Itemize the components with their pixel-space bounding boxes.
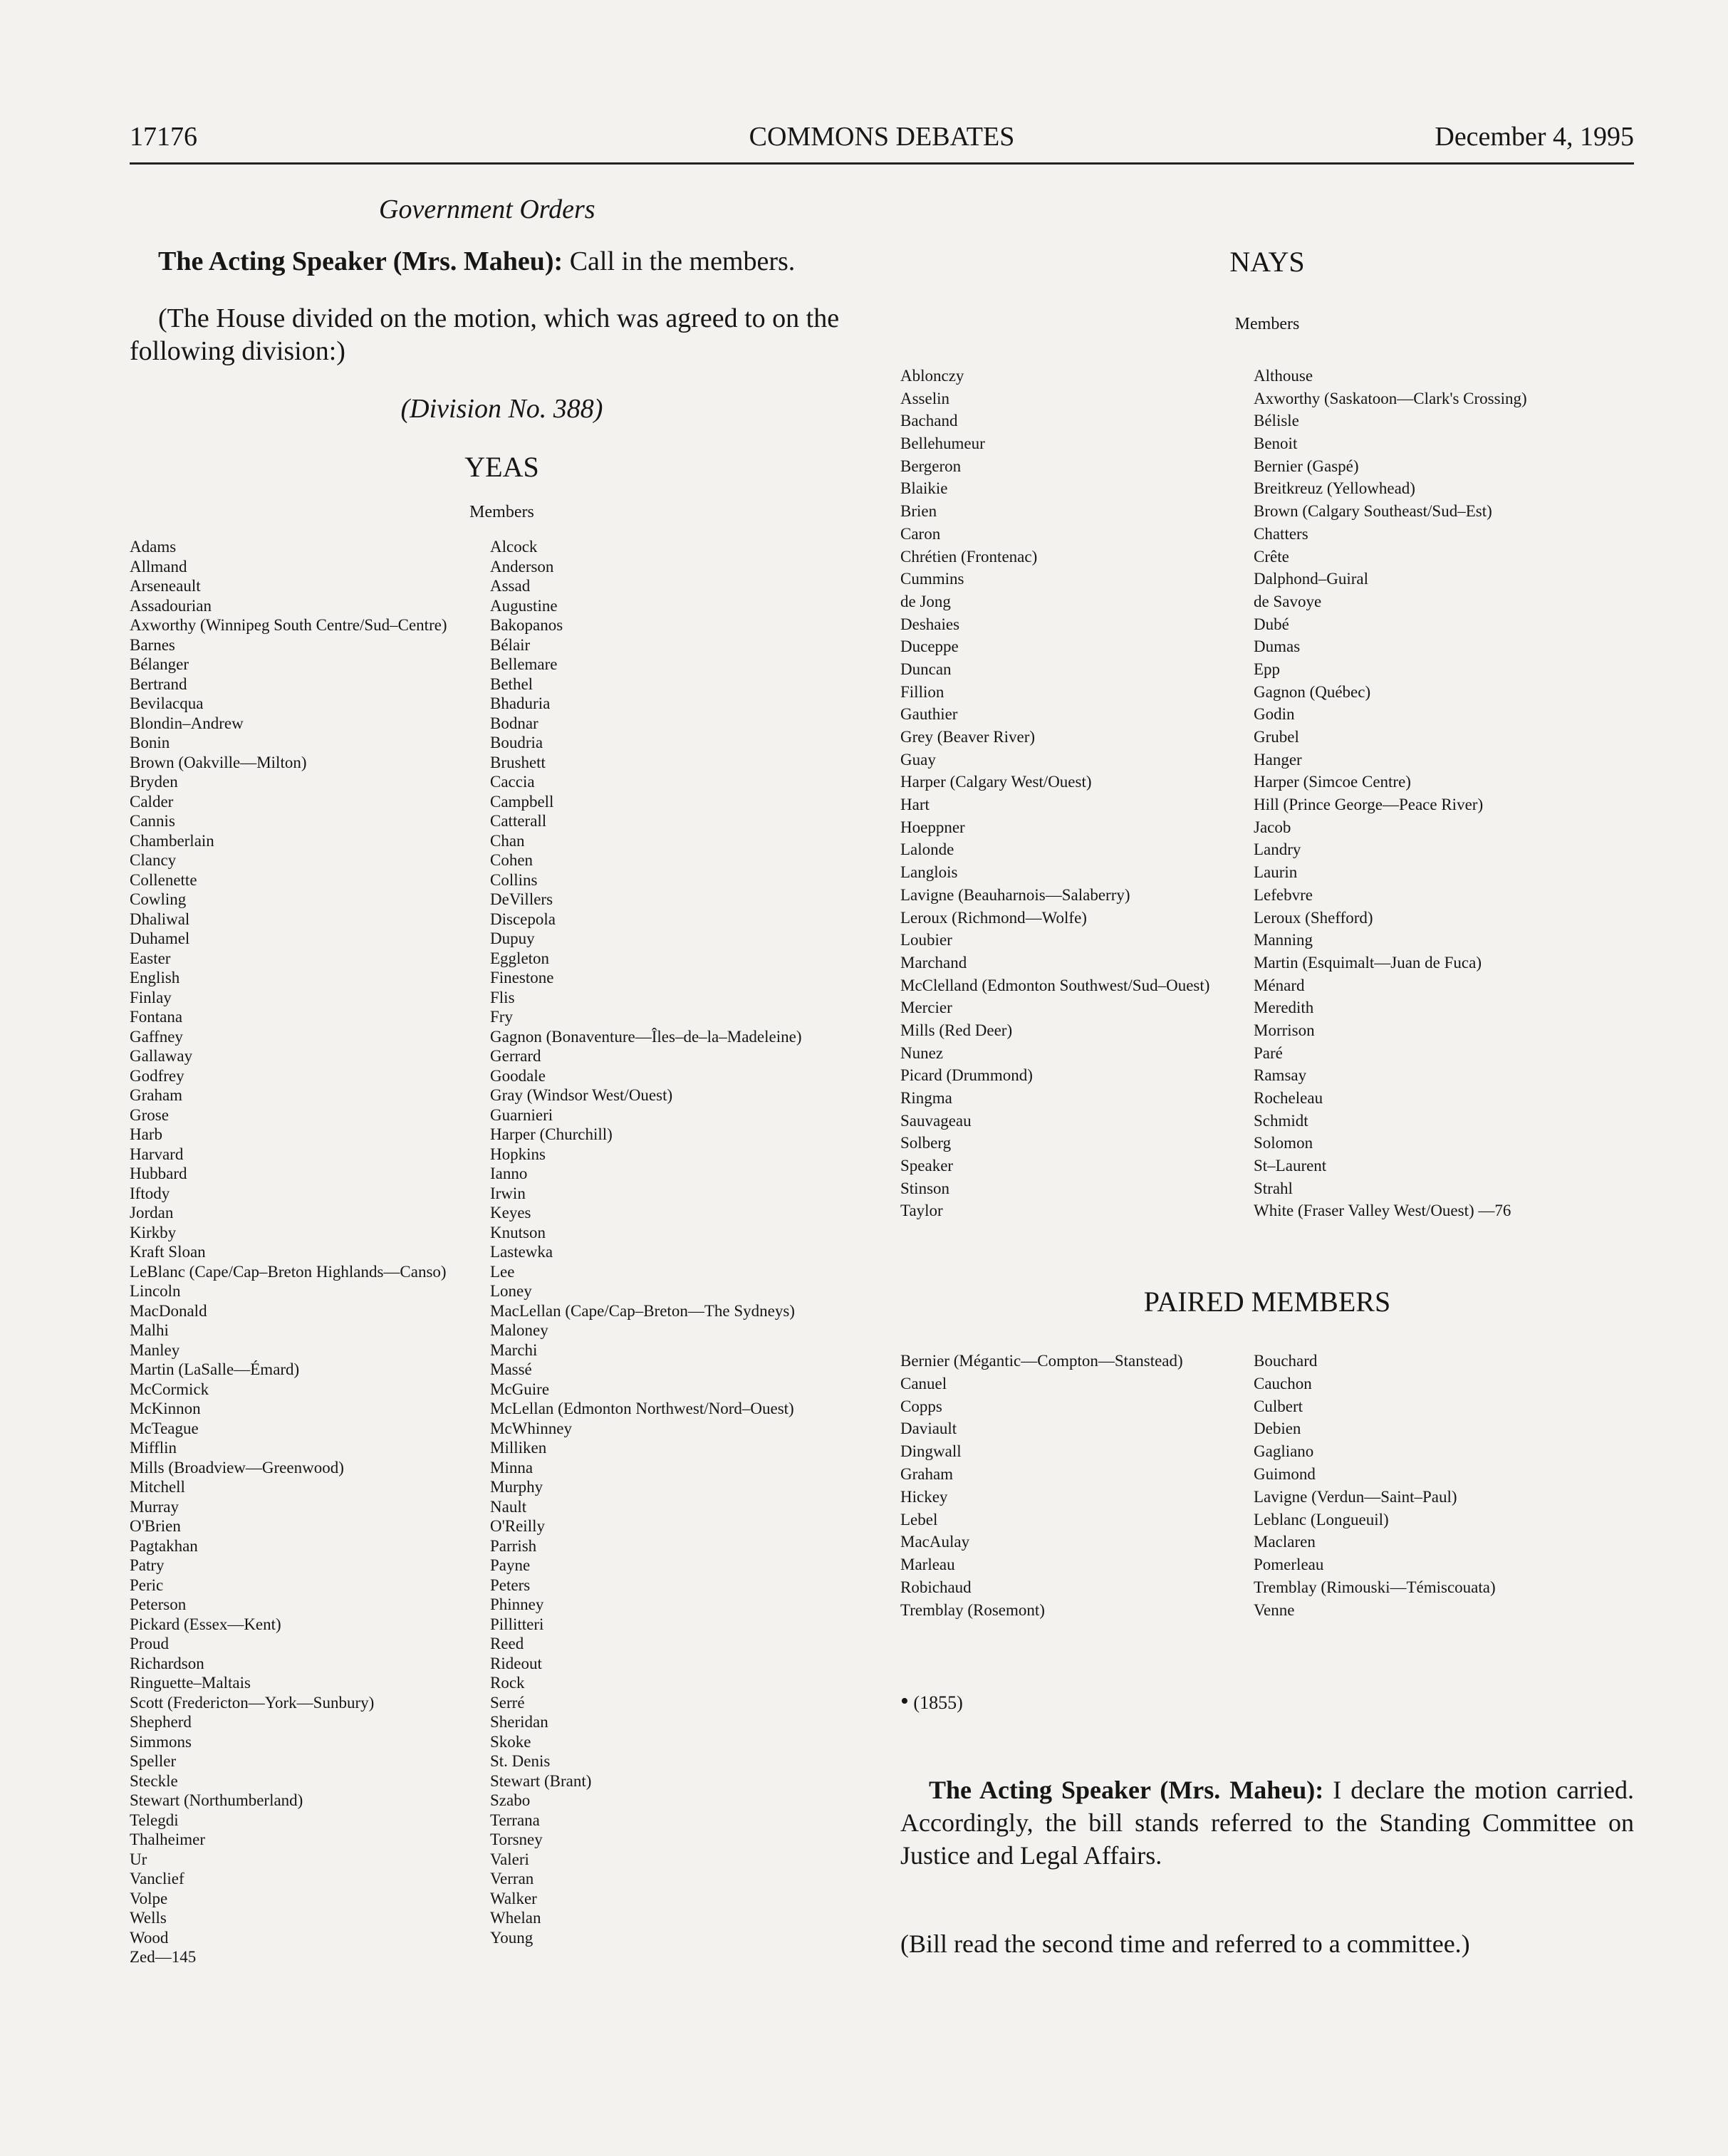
yea-member: Bethel — [490, 675, 534, 693]
yea-member: McWhinney — [490, 1419, 572, 1437]
yea-member: Scott (Fredericton—York—Sunbury) — [130, 1693, 375, 1712]
yea-member: Barnes — [130, 635, 175, 654]
paired-member: Debien — [1254, 1420, 1301, 1438]
yea-member: Young — [490, 1928, 534, 1947]
nay-member: Meredith — [1254, 999, 1314, 1017]
yea-member: Shepherd — [130, 1713, 192, 1731]
nay-member: Sauvageau — [900, 1111, 972, 1130]
yea-member: Vanclief — [130, 1870, 184, 1887]
yea-member: Flis — [490, 988, 515, 1006]
yea-member: Manley — [130, 1340, 180, 1359]
yea-member: Maloney — [490, 1321, 548, 1339]
yea-member: Ianno — [490, 1165, 528, 1182]
nay-member: Leroux (Shefford) — [1254, 908, 1373, 927]
nay-member: de Savoye — [1254, 592, 1322, 610]
nays-column-2 — [1254, 365, 1527, 1222]
yea-member: Richardson — [130, 1654, 204, 1672]
yea-member: MacLellan (Cape/Cap–Breton—The Sydneys) — [490, 1301, 795, 1320]
yea-member: Dupuy — [490, 929, 535, 947]
nay-member: Breitkreuz (Yellowhead) — [1254, 479, 1415, 498]
yeas-heading: YEAS — [464, 451, 539, 483]
nay-member: Stinson — [900, 1179, 950, 1197]
yea-member: Cannis — [130, 812, 175, 830]
yea-member: Malhi — [130, 1321, 169, 1339]
nay-member: Bernier (Gaspé) — [1254, 457, 1359, 475]
nay-member: White (Fraser Valley West/Ouest) —76 — [1254, 1202, 1511, 1220]
section-title: Government Orders — [379, 194, 595, 224]
yea-member: Simmons — [130, 1732, 192, 1751]
nay-member: Grubel — [1254, 728, 1299, 746]
yea-member: Torsney — [490, 1830, 543, 1848]
yea-member: Eggleton — [490, 949, 550, 967]
yea-member: Keyes — [490, 1204, 531, 1222]
nay-member: Ringma — [900, 1089, 952, 1107]
nay-member: Marchand — [900, 953, 967, 972]
yea-member: Valeri — [490, 1850, 529, 1868]
nay-member: Langlois — [900, 863, 958, 882]
nay-member: Picard (Drummond) — [900, 1066, 1033, 1085]
nay-member: Manning — [1254, 931, 1313, 949]
nay-member: Chrétien (Frontenac) — [900, 547, 1038, 566]
yea-member: Proud — [130, 1635, 169, 1652]
yea-member: Szabo — [490, 1791, 531, 1809]
yea-member: Phinney — [490, 1595, 544, 1613]
nays-members-label: Members — [1234, 315, 1300, 333]
yea-member: Bakopanos — [490, 616, 563, 634]
paired-member: Pomerleau — [1254, 1556, 1324, 1574]
nay-member: Loubier — [900, 931, 952, 949]
yea-member: Chan — [490, 831, 525, 850]
yea-member: Bryden — [130, 773, 178, 791]
yea-member: Jordan — [130, 1204, 174, 1222]
nay-member: Blaikie — [900, 479, 948, 498]
yea-member: Bellemare — [490, 655, 558, 673]
nay-member: Caron — [900, 524, 941, 543]
yea-member: Brown (Oakville—Milton) — [130, 753, 307, 771]
yea-member: Discepola — [490, 910, 556, 928]
nay-member: Dumas — [1254, 637, 1301, 656]
nay-member: Solberg — [900, 1134, 952, 1152]
yea-member: Anderson — [490, 557, 554, 576]
yea-member: McGuire — [490, 1380, 550, 1398]
nay-member: Chatters — [1254, 524, 1308, 543]
yea-member: Hubbard — [130, 1165, 187, 1182]
paired-member: Bouchard — [1254, 1352, 1318, 1370]
yea-member: Walker — [490, 1889, 537, 1907]
nay-member: Godin — [1254, 705, 1295, 724]
yea-member: Bélanger — [130, 655, 189, 673]
paired-member: Daviault — [900, 1420, 957, 1438]
yea-member: Bhaduria — [490, 694, 551, 712]
yea-member: Stewart (Northumberland) — [130, 1791, 303, 1809]
nay-member: Mercier — [900, 999, 952, 1017]
yea-member: Bodnar — [490, 714, 538, 732]
nay-member: Axworthy (Saskatoon—Clark's Crossing) — [1254, 389, 1527, 407]
yea-member: Fontana — [130, 1008, 183, 1026]
opening-statement — [158, 245, 899, 278]
bullet-icon: • — [900, 1688, 909, 1714]
nay-member: Schmidt — [1254, 1111, 1308, 1130]
publication-date: December 4, 1995 — [1435, 122, 1634, 152]
yea-member: McTeague — [130, 1419, 199, 1437]
nay-member: Guay — [900, 750, 936, 769]
yea-member: Gerrard — [490, 1047, 541, 1065]
paired-member: Graham — [900, 1464, 954, 1483]
nay-member: Grey (Beaver River) — [900, 728, 1036, 746]
nay-member: Deshaies — [900, 615, 960, 633]
nay-member: Solomon — [1254, 1134, 1313, 1152]
yea-member: Collenette — [130, 870, 197, 889]
yea-member: English — [130, 969, 180, 986]
nay-member: Martin (Esquimalt—Juan de Fuca) — [1254, 953, 1482, 972]
nay-member: Duceppe — [900, 637, 959, 656]
yea-member: Loney — [490, 1282, 532, 1300]
page-number: 17176 — [130, 122, 197, 152]
nay-member: McClelland (Edmonton Southwest/Sud–Ouest) — [900, 976, 1210, 994]
nay-member: Benoit — [1254, 434, 1298, 453]
yea-member: Nault — [490, 1497, 527, 1516]
nay-member: Brien — [900, 502, 937, 521]
publication-title: COMMONS DEBATES — [749, 122, 1015, 152]
opening-text: Call in the members. — [563, 246, 796, 276]
paired-column-1 — [900, 1350, 1183, 1622]
paired-heading: PAIRED MEMBERS — [1143, 1286, 1391, 1318]
yea-member: DeVillers — [490, 890, 553, 908]
closing-text: I declare the motion carried. Accordingly, the bill stands referred to the Standing Committee on Justice and Legal Affairs. — [900, 1776, 1635, 1870]
yea-member: Parrish — [490, 1536, 537, 1555]
yea-member: Wood — [130, 1928, 169, 1947]
nay-member: Bélisle — [1254, 412, 1299, 430]
nay-member: Bachand — [900, 412, 958, 430]
yea-member: Murray — [130, 1497, 179, 1516]
paired-member: Lavigne (Verdun—Saint–Paul) — [1254, 1487, 1457, 1506]
yea-member: Payne — [490, 1556, 531, 1574]
nay-member: de Jong — [900, 592, 951, 610]
nay-member: Lefebvre — [1254, 885, 1313, 904]
yea-member: Axworthy (Winnipeg South Centre/Sud–Centre) — [130, 616, 447, 634]
speaker-name: The Acting Speaker (Mrs. Maheu): — [158, 246, 563, 276]
yea-member: Verran — [490, 1870, 534, 1887]
yea-member: Bevilacqua — [130, 694, 204, 712]
yea-member: Easter — [130, 949, 171, 967]
yea-member: Ringuette–Maltais — [130, 1674, 251, 1692]
yea-member: Pickard (Essex—Kent) — [130, 1615, 281, 1633]
paired-member: MacAulay — [900, 1533, 970, 1551]
yea-member: St. Denis — [490, 1752, 551, 1770]
yea-member: Speller — [130, 1752, 177, 1770]
paired-member: Gagliano — [1254, 1442, 1314, 1461]
yea-member: Gaffney — [130, 1027, 183, 1046]
yea-member: Graham — [130, 1086, 183, 1104]
yea-member: Gagnon (Bonaventure—Îles–de–la–Madeleine) — [490, 1027, 802, 1046]
nay-member: Jacob — [1254, 818, 1291, 836]
nay-member: St–Laurent — [1254, 1157, 1327, 1175]
yea-member: Brushett — [490, 753, 546, 771]
yea-member: Telegdi — [130, 1811, 179, 1829]
yea-member: Massé — [490, 1360, 532, 1378]
paired-member: Guimond — [1254, 1464, 1316, 1483]
yea-member: Whelan — [490, 1909, 541, 1927]
yea-member: Grose — [130, 1105, 169, 1124]
yea-member: Augustine — [490, 596, 558, 615]
yea-member: MacDonald — [130, 1301, 207, 1320]
yea-member: Milliken — [490, 1439, 547, 1457]
final-note: (Bill read the second time and referred to a committee.) — [900, 1930, 1470, 1958]
yeas-column-1 — [130, 537, 447, 1967]
yea-member: Hopkins — [490, 1145, 546, 1163]
nay-member: Hill (Prince George—Peace River) — [1254, 796, 1484, 814]
nay-member: Taylor — [900, 1202, 943, 1220]
yea-member: Calder — [130, 792, 174, 811]
yea-member: Mills (Broadview—Greenwood) — [130, 1458, 344, 1477]
closing-speaker-name: The Acting Speaker (Mrs. Maheu): — [929, 1776, 1324, 1804]
nay-member: Hanger — [1254, 750, 1302, 769]
nay-member: Ablonczy — [900, 367, 964, 385]
yea-member: Wells — [130, 1909, 167, 1927]
nay-member: Asselin — [900, 389, 949, 407]
yea-member: Sheridan — [490, 1713, 548, 1731]
nay-member: Gagnon (Québec) — [1254, 682, 1371, 701]
yea-member: Duhamel — [130, 929, 190, 947]
yea-member: Ur — [130, 1850, 147, 1868]
yea-member: Lastewka — [490, 1243, 553, 1261]
yea-member: Catterall — [490, 812, 547, 830]
time-marker — [900, 1688, 963, 1715]
yea-member: Arseneault — [130, 577, 201, 595]
paired-member: Maclaren — [1254, 1533, 1316, 1551]
paired-member: Bernier (Mégantic—Compton—Stanstead) — [900, 1352, 1183, 1370]
paired-member: Tremblay (Rosemont) — [900, 1600, 1045, 1619]
paired-member: Tremblay (Rimouski—Témiscouata) — [1254, 1578, 1496, 1596]
nay-member: Landry — [1254, 840, 1301, 859]
closing-statement — [900, 1774, 1634, 1872]
yea-member: O'Reilly — [490, 1517, 545, 1535]
paired-member: Hickey — [900, 1487, 948, 1506]
yea-member: Kirkby — [130, 1223, 177, 1241]
nay-member: Dubé — [1254, 615, 1289, 633]
yea-member: O'Brien — [130, 1517, 181, 1535]
paired-member: Culbert — [1254, 1397, 1303, 1415]
paired-member: Copps — [900, 1397, 942, 1415]
nay-member: Ramsay — [1254, 1066, 1307, 1085]
yea-member: Peterson — [130, 1595, 187, 1613]
yea-member: Lincoln — [130, 1282, 181, 1300]
nay-member: Dalphond–Guiral — [1254, 570, 1368, 588]
nay-member: Lalonde — [900, 840, 954, 859]
yea-member: Iftody — [130, 1184, 170, 1202]
paired-column-2 — [1254, 1350, 1496, 1622]
yeas-column-2 — [490, 537, 801, 1947]
nay-member: Cummins — [900, 570, 964, 588]
nay-member: Crête — [1254, 547, 1289, 566]
yea-member: Rideout — [490, 1654, 542, 1672]
yea-member: LeBlanc (Cape/Cap–Breton Highlands—Canso) — [130, 1262, 447, 1281]
yea-member: Guarnieri — [490, 1105, 553, 1124]
yea-member: Stewart (Brant) — [490, 1771, 592, 1790]
nay-member: Brown (Calgary Southeast/Sud–Est) — [1254, 502, 1492, 521]
yea-member: Patry — [130, 1556, 165, 1574]
nay-member: Bergeron — [900, 457, 962, 475]
nay-member: Harper (Calgary West/Ouest) — [900, 773, 1092, 791]
yea-member: Mitchell — [130, 1478, 185, 1496]
nay-member: Epp — [1254, 660, 1281, 678]
paired-member: Marleau — [900, 1556, 955, 1574]
running-header — [130, 121, 1634, 165]
yea-member: Adams — [130, 538, 177, 556]
yea-member: Cowling — [130, 890, 187, 908]
yea-member: Minna — [490, 1458, 534, 1477]
yea-member: McCormick — [130, 1380, 209, 1398]
nay-member: Nunez — [900, 1043, 944, 1062]
yea-member: Campbell — [490, 792, 554, 811]
yea-member: Bertrand — [130, 675, 187, 693]
yea-member: Pillitteri — [490, 1615, 544, 1633]
yea-member: Boudria — [490, 734, 543, 751]
yea-member: Zed—145 — [130, 1948, 197, 1966]
division-number: (Division No. 388) — [400, 394, 603, 424]
yea-member: Caccia — [490, 773, 535, 791]
yea-member: Skoke — [490, 1732, 531, 1751]
yea-member: Kraft Sloan — [130, 1243, 206, 1261]
yea-member: Harb — [130, 1125, 162, 1143]
nay-member: Morrison — [1254, 1021, 1315, 1039]
paired-member: Leblanc (Longueuil) — [1254, 1510, 1389, 1529]
paired-member: Lebel — [900, 1510, 938, 1529]
nay-member: Ménard — [1254, 976, 1305, 994]
paired-member: Cauchon — [1254, 1374, 1312, 1392]
yea-member: Rock — [490, 1674, 525, 1692]
yea-member: Murphy — [490, 1478, 543, 1496]
yea-member: Gallaway — [130, 1047, 193, 1065]
nay-member: Bellehumeur — [900, 434, 985, 453]
nay-member: Duncan — [900, 660, 952, 678]
yea-member: Clancy — [130, 851, 177, 869]
paired-member: Canuel — [900, 1374, 947, 1392]
yea-member: Assad — [490, 577, 531, 595]
nay-member: Strahl — [1254, 1179, 1293, 1197]
yea-member: Gray (Windsor West/Ouest) — [490, 1086, 673, 1104]
nay-member: Hoeppner — [900, 818, 965, 836]
yea-member: Godfrey — [130, 1066, 184, 1085]
nay-member: Lavigne (Beauharnois—Salaberry) — [900, 885, 1130, 904]
nay-member: Laurin — [1254, 863, 1298, 882]
yea-member: Peric — [130, 1576, 164, 1594]
nays-heading: NAYS — [1229, 246, 1305, 278]
yea-member: Alcock — [490, 538, 538, 556]
yea-member: Martin (LaSalle—Émard) — [130, 1360, 300, 1378]
division-note: (The House divided on the motion, which was agreed to on the following division:) — [130, 303, 840, 366]
nays-column-1 — [900, 365, 1209, 1222]
yea-member: Dhaliwal — [130, 910, 190, 928]
yea-member: Finestone — [490, 969, 554, 986]
yea-member: Goodale — [490, 1066, 546, 1085]
yea-member: Assadourian — [130, 596, 212, 615]
yea-member: Terrana — [490, 1811, 540, 1829]
yea-member: Thalheimer — [130, 1830, 206, 1848]
yea-member: Allmand — [130, 557, 187, 576]
nay-member: Speaker — [900, 1157, 954, 1175]
yea-member: Marchi — [490, 1340, 538, 1359]
yea-member: Bonin — [130, 734, 170, 751]
yea-member: Fry — [490, 1008, 513, 1026]
yea-member: Pagtakhan — [130, 1536, 198, 1555]
paired-member: Dingwall — [900, 1442, 962, 1461]
yea-member: Reed — [490, 1635, 524, 1652]
yea-member: Chamberlain — [130, 831, 214, 850]
paired-member: Robichaud — [900, 1578, 972, 1596]
yea-member: Lee — [490, 1262, 515, 1281]
paired-member: Venne — [1254, 1600, 1295, 1619]
yea-member: Cohen — [490, 851, 534, 869]
time-stamp: (1855) — [913, 1692, 963, 1713]
yea-member: Harper (Churchill) — [490, 1125, 613, 1143]
yea-member: Irwin — [490, 1184, 526, 1202]
yea-member: Blondin–Andrew — [130, 714, 244, 732]
yea-member: McKinnon — [130, 1400, 201, 1417]
yea-member: Steckle — [130, 1771, 178, 1790]
yea-member: Volpe — [130, 1889, 168, 1907]
yea-member: Finlay — [130, 988, 172, 1006]
yeas-members-label: Members — [469, 503, 534, 521]
yea-member: Harvard — [130, 1145, 184, 1163]
yea-member: Bélair — [490, 635, 531, 654]
nay-member: Hart — [900, 796, 930, 814]
yea-member: Knutson — [490, 1223, 546, 1241]
yea-member: McLellan (Edmonton Northwest/Nord–Ouest) — [490, 1400, 794, 1417]
nay-member: Gauthier — [900, 705, 958, 724]
nay-member: Harper (Simcoe Centre) — [1254, 773, 1411, 791]
nay-member: Althouse — [1254, 367, 1313, 385]
yea-member: Serré — [490, 1693, 525, 1712]
nay-member: Mills (Red Deer) — [900, 1021, 1013, 1039]
nay-member: Paré — [1254, 1043, 1283, 1062]
yea-member: Collins — [490, 870, 538, 889]
nay-member: Rocheleau — [1254, 1089, 1323, 1107]
nay-member: Fillion — [900, 682, 944, 701]
yea-member: Peters — [490, 1576, 531, 1594]
yea-member: Mifflin — [130, 1439, 177, 1457]
nay-member: Leroux (Richmond—Wolfe) — [900, 908, 1087, 927]
